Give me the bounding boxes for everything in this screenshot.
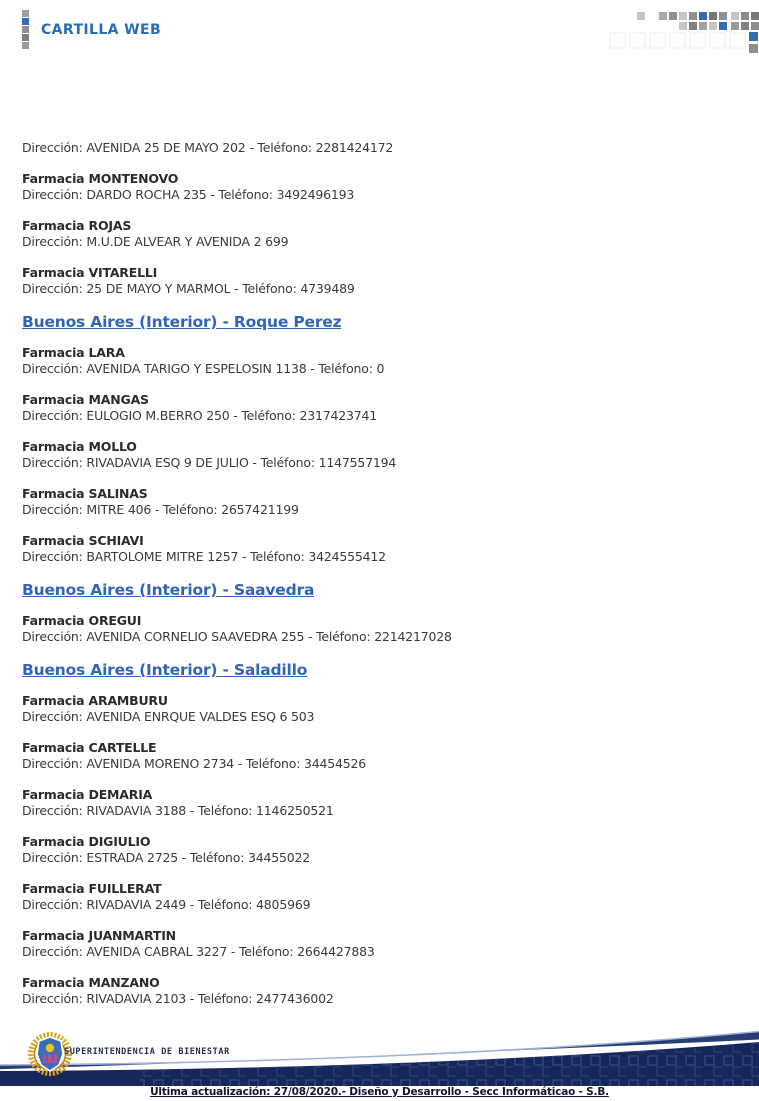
section-heading[interactable]: Buenos Aires (Interior) - Saavedra bbox=[22, 581, 315, 599]
pharmacy-address: Dirección: AVENIDA TARIGO Y ESPELOSIN 1138 - Teléfono: 0 bbox=[22, 361, 385, 376]
pharmacy-entry bbox=[22, 881, 739, 913]
header bbox=[0, 0, 759, 58]
brand-strip-icon bbox=[22, 10, 41, 50]
pixel-decoration-icon bbox=[609, 8, 759, 60]
section-heading[interactable]: Buenos Aires (Interior) - Saladillo bbox=[22, 661, 308, 679]
pharmacy-name: Farmacia MONTENOVO bbox=[22, 171, 179, 186]
pharmacy-address: Dirección: M.U.DE ALVEAR Y AVENIDA 2 699 bbox=[22, 234, 289, 249]
pharmacy-name: Farmacia DEMARIA bbox=[22, 787, 153, 802]
pharmacy-address: Dirección: AVENIDA ENRQUE VALDES ESQ 6 503 bbox=[22, 709, 315, 724]
pharmacy-name: Farmacia MANZANO bbox=[22, 975, 160, 990]
pharmacy-address: Dirección: AVENIDA MORENO 2734 - Teléfono: 34454526 bbox=[22, 756, 367, 771]
pharmacy-entry bbox=[22, 613, 739, 645]
pharmacy-name: Farmacia JUANMARTIN bbox=[22, 928, 176, 943]
pharmacy-entry bbox=[22, 392, 739, 424]
pharmacy-address: Dirección: BARTOLOME MITRE 1257 - Teléfono: 3424555412 bbox=[22, 549, 386, 564]
pharmacy-address: Dirección: 25 DE MAYO Y MARMOL - Teléfono: 4739489 bbox=[22, 281, 355, 296]
brand-title: CARTILLA WEB bbox=[41, 22, 162, 38]
pharmacy-entry bbox=[22, 140, 739, 156]
footer-swoosh bbox=[0, 1030, 759, 1086]
organization-name: SUPERINTENDENCIA DE BIENESTAR bbox=[64, 1047, 230, 1057]
pharmacy-entry bbox=[22, 787, 739, 819]
pharmacy-entry bbox=[22, 975, 739, 1007]
pharmacy-entry bbox=[22, 486, 739, 518]
pharmacy-entry bbox=[22, 171, 739, 203]
pharmacy-name: Farmacia VITARELLI bbox=[22, 265, 158, 280]
pharmacy-entry bbox=[22, 740, 739, 772]
pharmacy-name: Farmacia DIGIULIO bbox=[22, 834, 151, 849]
pharmacy-address: Dirección: RIVADAVIA 3188 - Teléfono: 1146250521 bbox=[22, 803, 334, 818]
pharmacy-address: Dirección: EULOGIO M.BERRO 250 - Teléfono: 2317423741 bbox=[22, 408, 378, 423]
pharmacy-address: Dirección: AVENIDA CORNELIO SAAVEDRA 255 - Teléfono: 2214217028 bbox=[22, 629, 452, 644]
last-update-note: Última actualización: 27/08/2020.- Diseño y Desarrollo - Secc Informáticao - S.B. bbox=[150, 1086, 609, 1098]
pharmacy-name: Farmacia ROJAS bbox=[22, 218, 132, 233]
pharmacy-entry bbox=[22, 928, 739, 960]
pharmacy-address: Dirección: AVENIDA CABRAL 3227 - Teléfono: 2664427883 bbox=[22, 944, 375, 959]
section-heading[interactable]: Buenos Aires (Interior) - Roque Perez bbox=[22, 313, 342, 331]
pharmacy-entry bbox=[22, 345, 739, 377]
pharmacy-address: Dirección: ESTRADA 2725 - Teléfono: 34455022 bbox=[22, 850, 311, 865]
brand bbox=[22, 10, 161, 50]
pharmacy-name: Farmacia MANGAS bbox=[22, 392, 149, 407]
pharmacy-entry bbox=[22, 218, 739, 250]
pharmacy-entry bbox=[22, 834, 739, 866]
pharmacy-name: Farmacia SALINAS bbox=[22, 486, 148, 501]
pharmacy-entry bbox=[22, 533, 739, 565]
pharmacy-name: Farmacia MOLLO bbox=[22, 439, 137, 454]
pharmacy-listing bbox=[22, 140, 739, 1022]
pharmacy-name: Farmacia OREGUI bbox=[22, 613, 142, 628]
pharmacy-address: Dirección: DARDO ROCHA 235 - Teléfono: 3492496193 bbox=[22, 187, 355, 202]
pharmacy-entry bbox=[22, 439, 739, 471]
pharmacy-address: Dirección: MITRE 406 - Teléfono: 2657421199 bbox=[22, 502, 299, 517]
pharmacy-entry bbox=[22, 693, 739, 725]
pharmacy-name: Farmacia FUILLERAT bbox=[22, 881, 162, 896]
pharmacy-name: Farmacia ARAMBURU bbox=[22, 693, 168, 708]
pharmacy-address: Dirección: RIVADAVIA 2449 - Teléfono: 4805969 bbox=[22, 897, 311, 912]
footer bbox=[0, 1030, 759, 1101]
pharmacy-address: Dirección: RIVADAVIA 2103 - Teléfono: 2477436002 bbox=[22, 991, 334, 1006]
pharmacy-name: Farmacia SCHIAVI bbox=[22, 533, 144, 548]
pharmacy-entry bbox=[22, 265, 739, 297]
pharmacy-name: Farmacia CARTELLE bbox=[22, 740, 157, 755]
pharmacy-address: Dirección: AVENIDA 25 DE MAYO 202 - Teléfono: 2281424172 bbox=[22, 140, 394, 155]
pharmacy-address: Dirección: RIVADAVIA ESQ 9 DE JULIO - Teléfono: 1147557194 bbox=[22, 455, 397, 470]
pharmacy-name: Farmacia LARA bbox=[22, 345, 125, 360]
